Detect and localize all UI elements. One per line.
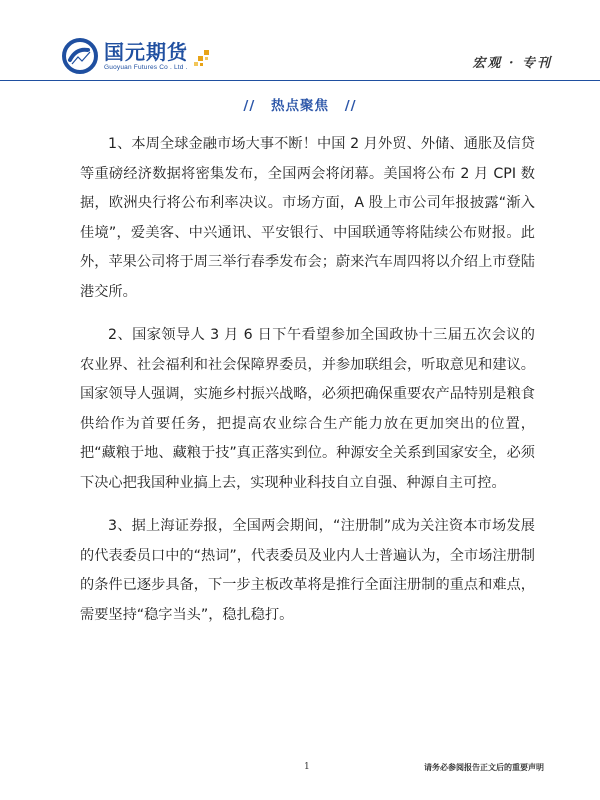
logo-chinese-name: 国元期货 bbox=[104, 39, 188, 64]
footer-disclaimer: 请务必参阅报告正文后的重要声明 bbox=[424, 763, 544, 772]
report-tagline: 宏观 · 专刊 bbox=[472, 56, 552, 71]
page-number: 1 bbox=[304, 762, 310, 772]
section-title bbox=[0, 94, 600, 114]
company-logo bbox=[62, 38, 212, 74]
paragraph-2: 2、国家领导人 3 月 6 日下午看望参加全国政协十三届五次会议的农业界、社会福利和社会保障界委员，并参加联组会，听取意见和建议。国家领导人强调，实施乡村振兴战略，必须把确保重要农产品特别是粮食供给作为首要任务，把提高农业综合生产能力放在更加突出的位置，把“藏粮于地、藏粮于技”真正落实到位。种源安全关系到国家安全，必须下决心把我国种业搞上去，实现种业科技自立自强、种源自主可控。 bbox=[80, 327, 535, 491]
title-slash-right: // bbox=[344, 98, 357, 114]
report-body bbox=[80, 130, 535, 644]
paragraph-3: 3、据上海证券报，全国两会期间，“注册制”成为关注资本市场发展的代表委员口中的“热词”，代表委员及业内人士普遍认为，全市场注册制的条件已逐步具备，下一步主板改革将是推行全面注册制的重点和难点，需要坚持“稳字当头”，稳扎稳打。 bbox=[80, 518, 535, 623]
logo-dots-icon bbox=[194, 50, 212, 68]
guoyuan-logo-icon bbox=[62, 38, 98, 74]
title-slash-left: // bbox=[243, 98, 256, 114]
section-title-text: 热点聚焦 bbox=[271, 98, 329, 114]
header-divider bbox=[0, 80, 600, 81]
logo-english-name: Guoyuan Futures Co . Ltd . bbox=[104, 63, 188, 71]
paragraph-1: 1、本周全球金融市场大事不断！中国 2 月外贸、外储、通胀及信贷等重磅经济数据将密集发布，全国两会将闭幕。美国将公布 2 月 CPI 数据，欧洲央行将公布利率决议。市场方面，A 股上市公司年报披露“渐入佳境”，爱美客、中兴通讯、平安银行、中国联通等将陆续公布财报。此外，苹果公司将于周三举行春季发布会；蔚来汽车周四将以介绍上市登陆港交所。 bbox=[80, 136, 535, 300]
page-header bbox=[0, 0, 600, 82]
page-footer bbox=[0, 760, 600, 780]
